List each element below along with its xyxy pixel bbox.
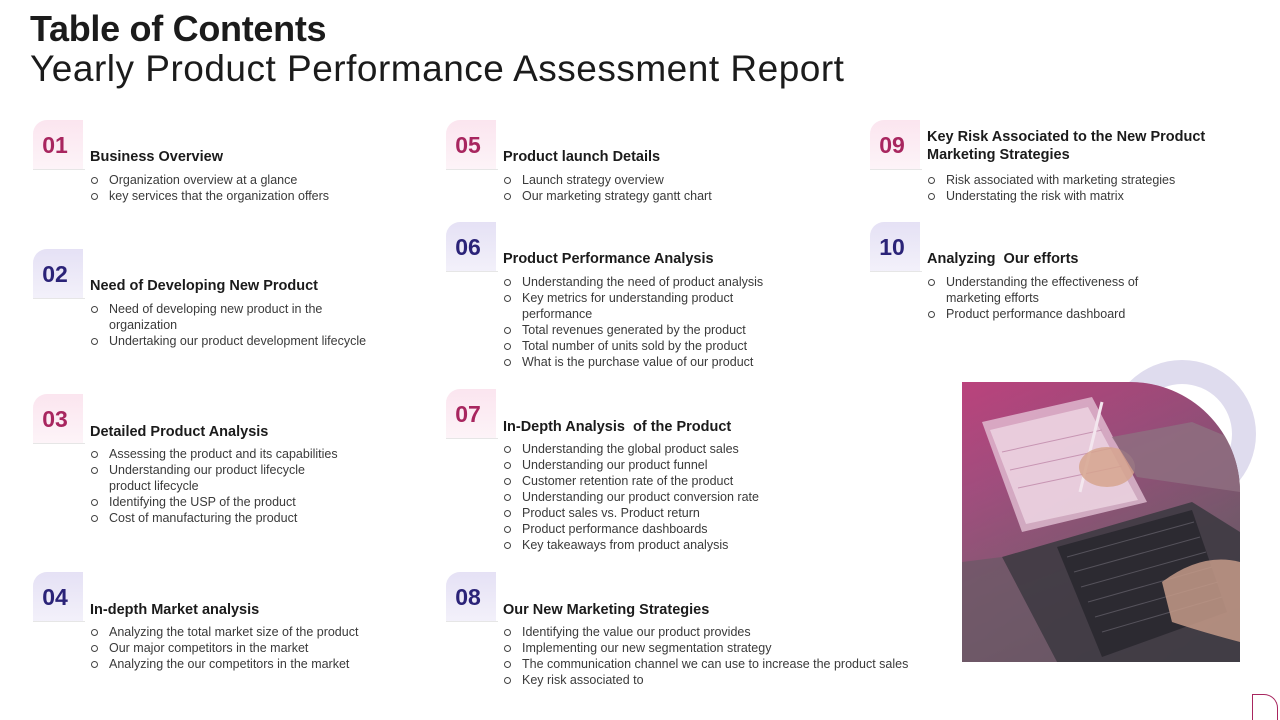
list-item: Organization overview at a glance: [90, 172, 420, 188]
section-number-badge: 04: [33, 572, 83, 622]
section-number-badge: 01: [33, 120, 83, 170]
list-item: Undertaking our product development lifecycle: [90, 333, 330, 349]
list-item: Identifying the USP of the product: [90, 494, 330, 510]
section-title: Our New Marketing Strategies: [503, 602, 710, 618]
list-item: Key takeaways from product analysis: [503, 537, 843, 553]
laptop-notebook-illustration: [962, 382, 1240, 662]
section-item-list: [503, 624, 943, 688]
list-item: The communication channel we can use to increase the product sales: [503, 656, 943, 672]
list-item: Key metrics for understanding product performance: [503, 290, 752, 322]
list-item: Product performance dashboard: [927, 306, 1157, 322]
section-divider: [33, 621, 85, 622]
section-item-list: [90, 624, 430, 672]
section-title: Detailed Product Analysis: [90, 424, 269, 440]
section-item-list: [90, 301, 367, 349]
section-divider: [446, 621, 498, 622]
list-item: Customer retention rate of the product: [503, 473, 843, 489]
section-item-list: [503, 441, 843, 553]
list-item: Analyzing the total market size of the product: [90, 624, 430, 640]
section-item-list: [927, 274, 1157, 322]
section-item-list: [90, 172, 420, 204]
section-title: Need of Developing New Product: [90, 278, 318, 294]
list-item: Our marketing strategy gantt chart: [503, 188, 843, 204]
section-divider: [446, 169, 498, 170]
list-item: Product sales vs. Product return: [503, 505, 843, 521]
section-divider: [33, 443, 85, 444]
section-number-badge: 03: [33, 394, 83, 444]
list-item: Product performance dashboards: [503, 521, 843, 537]
section-divider: [33, 298, 85, 299]
section-title: In-Depth Analysis of the Product: [503, 419, 732, 435]
list-item: Understanding the effectiveness of marketing efforts: [927, 274, 1157, 306]
section-number-badge: 05: [446, 120, 496, 170]
section-divider: [33, 169, 85, 170]
section-title: Key Risk Associated to the New Product Marketing Strategies: [927, 129, 1206, 163]
list-item: Understanding the global product sales: [503, 441, 843, 457]
section-number-badge: 09: [870, 120, 920, 170]
section-title: Business Overview: [90, 149, 223, 165]
list-item: Understanding our product lifecycle product lifecycle: [90, 462, 330, 494]
section-divider: [446, 438, 498, 439]
list-item: Understating the risk with matrix: [927, 188, 1267, 204]
list-item: Analyzing the our competitors in the market: [90, 656, 430, 672]
list-item: Implementing our new segmentation strategy: [503, 640, 943, 656]
page-title: Table of Contents: [30, 8, 327, 49]
list-item: Need of developing new product in the organization: [90, 301, 330, 333]
list-item: Our major competitors in the market: [90, 640, 430, 656]
section-item-list: [90, 446, 338, 526]
section-item-list: [503, 172, 843, 204]
section-title: Product launch Details: [503, 149, 661, 165]
list-item: Launch strategy overview: [503, 172, 843, 188]
section-title: Product Performance Analysis: [503, 251, 714, 267]
section-item-list: [927, 172, 1267, 204]
list-item: Understanding our product funnel: [503, 457, 843, 473]
list-item: Total number of units sold by the product: [503, 338, 793, 354]
section-number-badge: 10: [870, 222, 920, 272]
list-item: Assessing the product and its capabilities: [90, 446, 330, 462]
list-item: Cost of manufacturing the product: [90, 510, 330, 526]
section-number-badge: 07: [446, 389, 496, 439]
section-divider: [870, 169, 922, 170]
list-item: Risk associated with marketing strategies: [927, 172, 1267, 188]
section-number-badge: 02: [33, 249, 83, 299]
section-title: In-depth Market analysis: [90, 602, 260, 618]
list-item: Identifying the value our product provides: [503, 624, 943, 640]
page-subtitle: Yearly Product Performance Assessment Report: [30, 48, 845, 89]
list-item: Understanding the need of product analysis: [503, 274, 793, 290]
list-item: key services that the organization offers: [90, 188, 420, 204]
section-divider: [446, 271, 498, 272]
corner-decoration: [1252, 694, 1278, 720]
list-item: What is the purchase value of our product: [503, 354, 793, 370]
list-item: Total revenues generated by the product: [503, 322, 793, 338]
section-divider: [870, 271, 922, 272]
section-number-badge: 06: [446, 222, 496, 272]
section-title: Analyzing Our efforts: [927, 251, 1079, 267]
laptop-notebook-photo: [962, 382, 1240, 662]
section-number-badge: 08: [446, 572, 496, 622]
section-item-list: [503, 274, 793, 370]
list-item: Understanding our product conversion rate: [503, 489, 843, 505]
list-item: Key risk associated to: [503, 672, 943, 688]
